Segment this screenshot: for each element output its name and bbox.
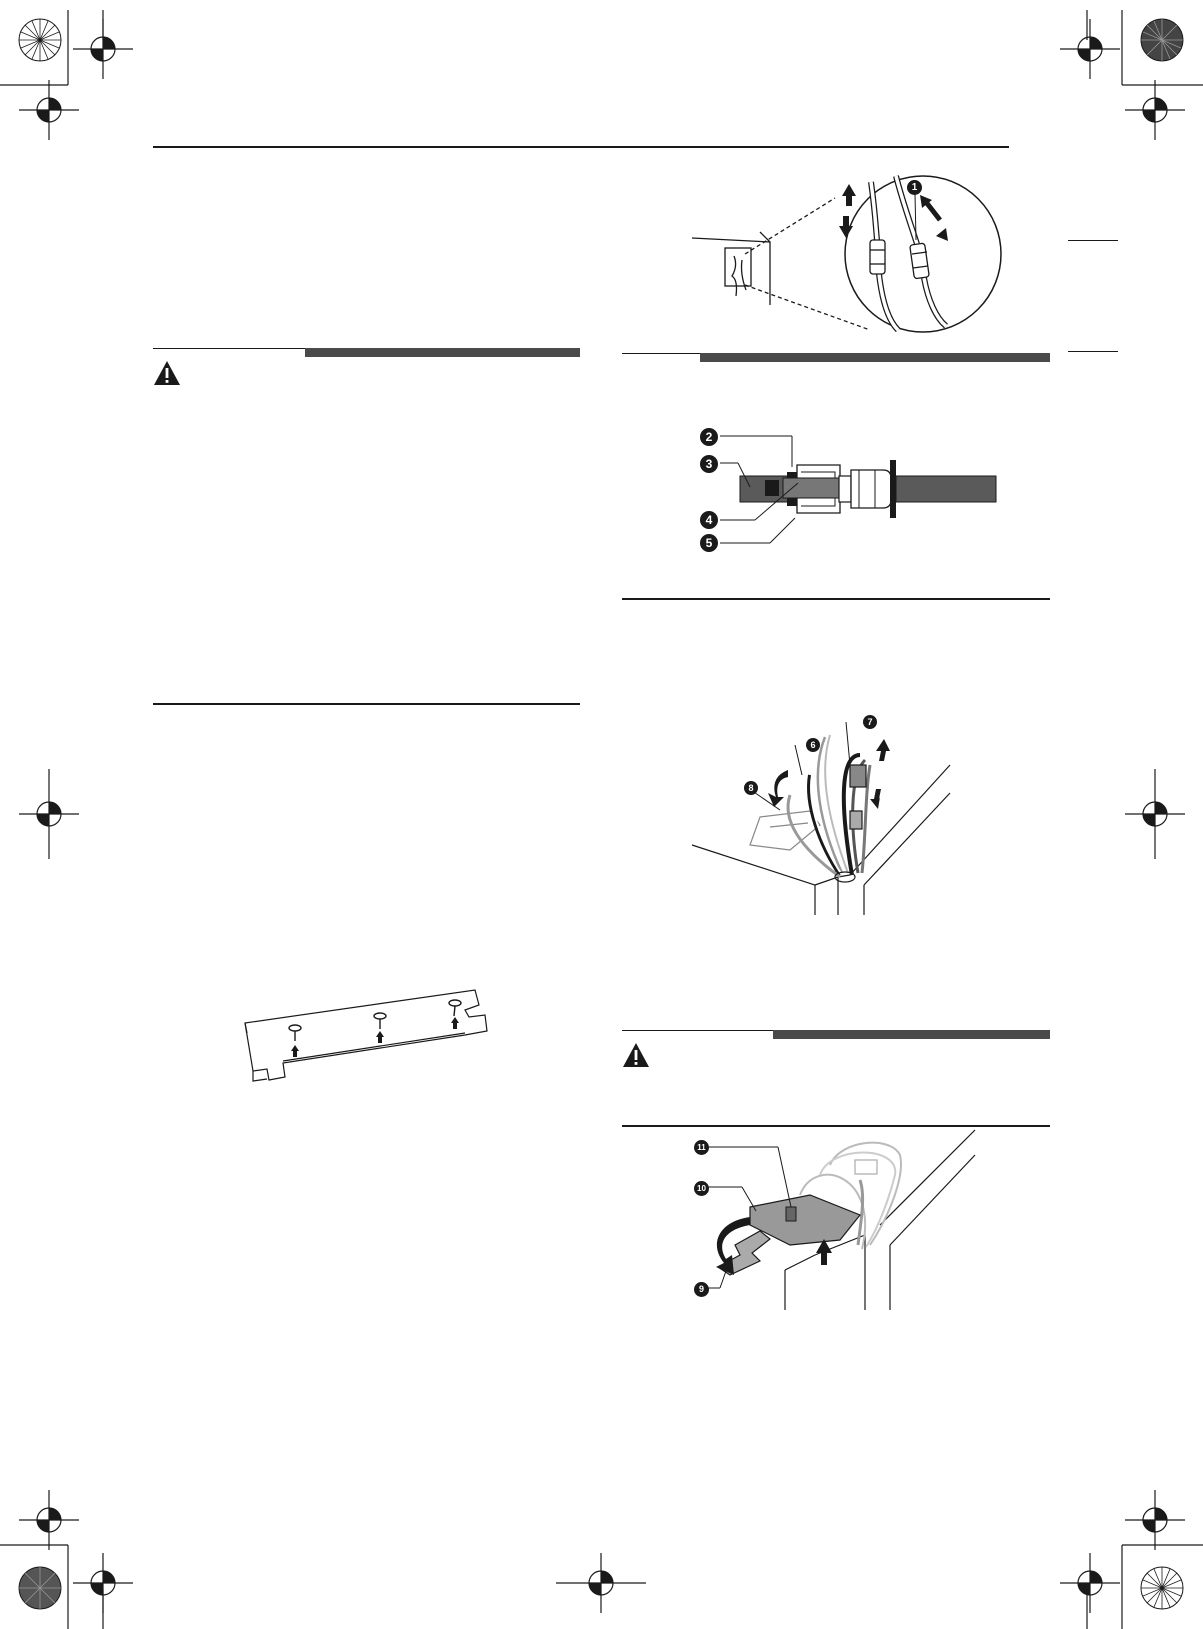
registration-crosshair-icon: [19, 80, 79, 140]
callout-10: 10: [694, 1181, 709, 1196]
registration-crosshair-icon: [73, 1553, 133, 1613]
registration-crosshair-icon: [73, 19, 133, 79]
registration-crosshair-icon: [571, 1553, 631, 1613]
page-header-rule: [153, 146, 1009, 148]
warning-triangle-icon: [153, 360, 181, 386]
side-tab-rule-top: [1068, 240, 1118, 241]
registration-crosshair-icon: [1125, 784, 1185, 844]
section-divider-right-1: [622, 598, 1050, 600]
callout-1: 1: [907, 180, 922, 195]
callout-9: 9: [694, 1282, 709, 1297]
quick-connector-leaders: [700, 425, 820, 565]
section-divider-left: [153, 703, 580, 705]
callout-11: 11: [694, 1140, 709, 1155]
color-calibration-wheel-icon: [1140, 1566, 1184, 1610]
callout-6: 6: [806, 738, 820, 752]
registration-crosshair-icon: [1060, 1553, 1120, 1613]
callout-3: 3: [700, 455, 718, 473]
callout-4: 4: [700, 511, 718, 529]
registration-crosshair-icon: [1060, 19, 1120, 79]
bracket-release-figure: [690, 1135, 990, 1315]
color-calibration-wheel-icon: [18, 18, 62, 62]
color-calibration-wheel-icon: [18, 1566, 62, 1610]
callout-7: 7: [863, 715, 877, 729]
registration-crosshair-icon: [19, 1490, 79, 1550]
wire-harness-figure: [690, 715, 990, 915]
color-calibration-wheel-icon: [1140, 18, 1184, 62]
mounting-bracket-figure: [225, 985, 505, 1115]
warning-triangle-icon: [622, 1042, 650, 1068]
side-tab-rule-bottom: [1068, 351, 1118, 352]
note-header-bar: [700, 353, 1050, 362]
warning-header-bar: [305, 348, 580, 357]
warning-header-bar-right: [773, 1030, 1050, 1039]
registration-crosshair-icon: [19, 784, 79, 844]
callout-8: 8: [744, 781, 758, 795]
registration-crosshair-icon: [1125, 80, 1185, 140]
water-line-disconnect-figure: [690, 170, 1010, 350]
section-divider-right-2: [622, 1125, 1050, 1127]
callout-5: 5: [700, 534, 718, 552]
registration-crosshair-icon: [1125, 1490, 1185, 1550]
callout-2: 2: [700, 428, 718, 446]
